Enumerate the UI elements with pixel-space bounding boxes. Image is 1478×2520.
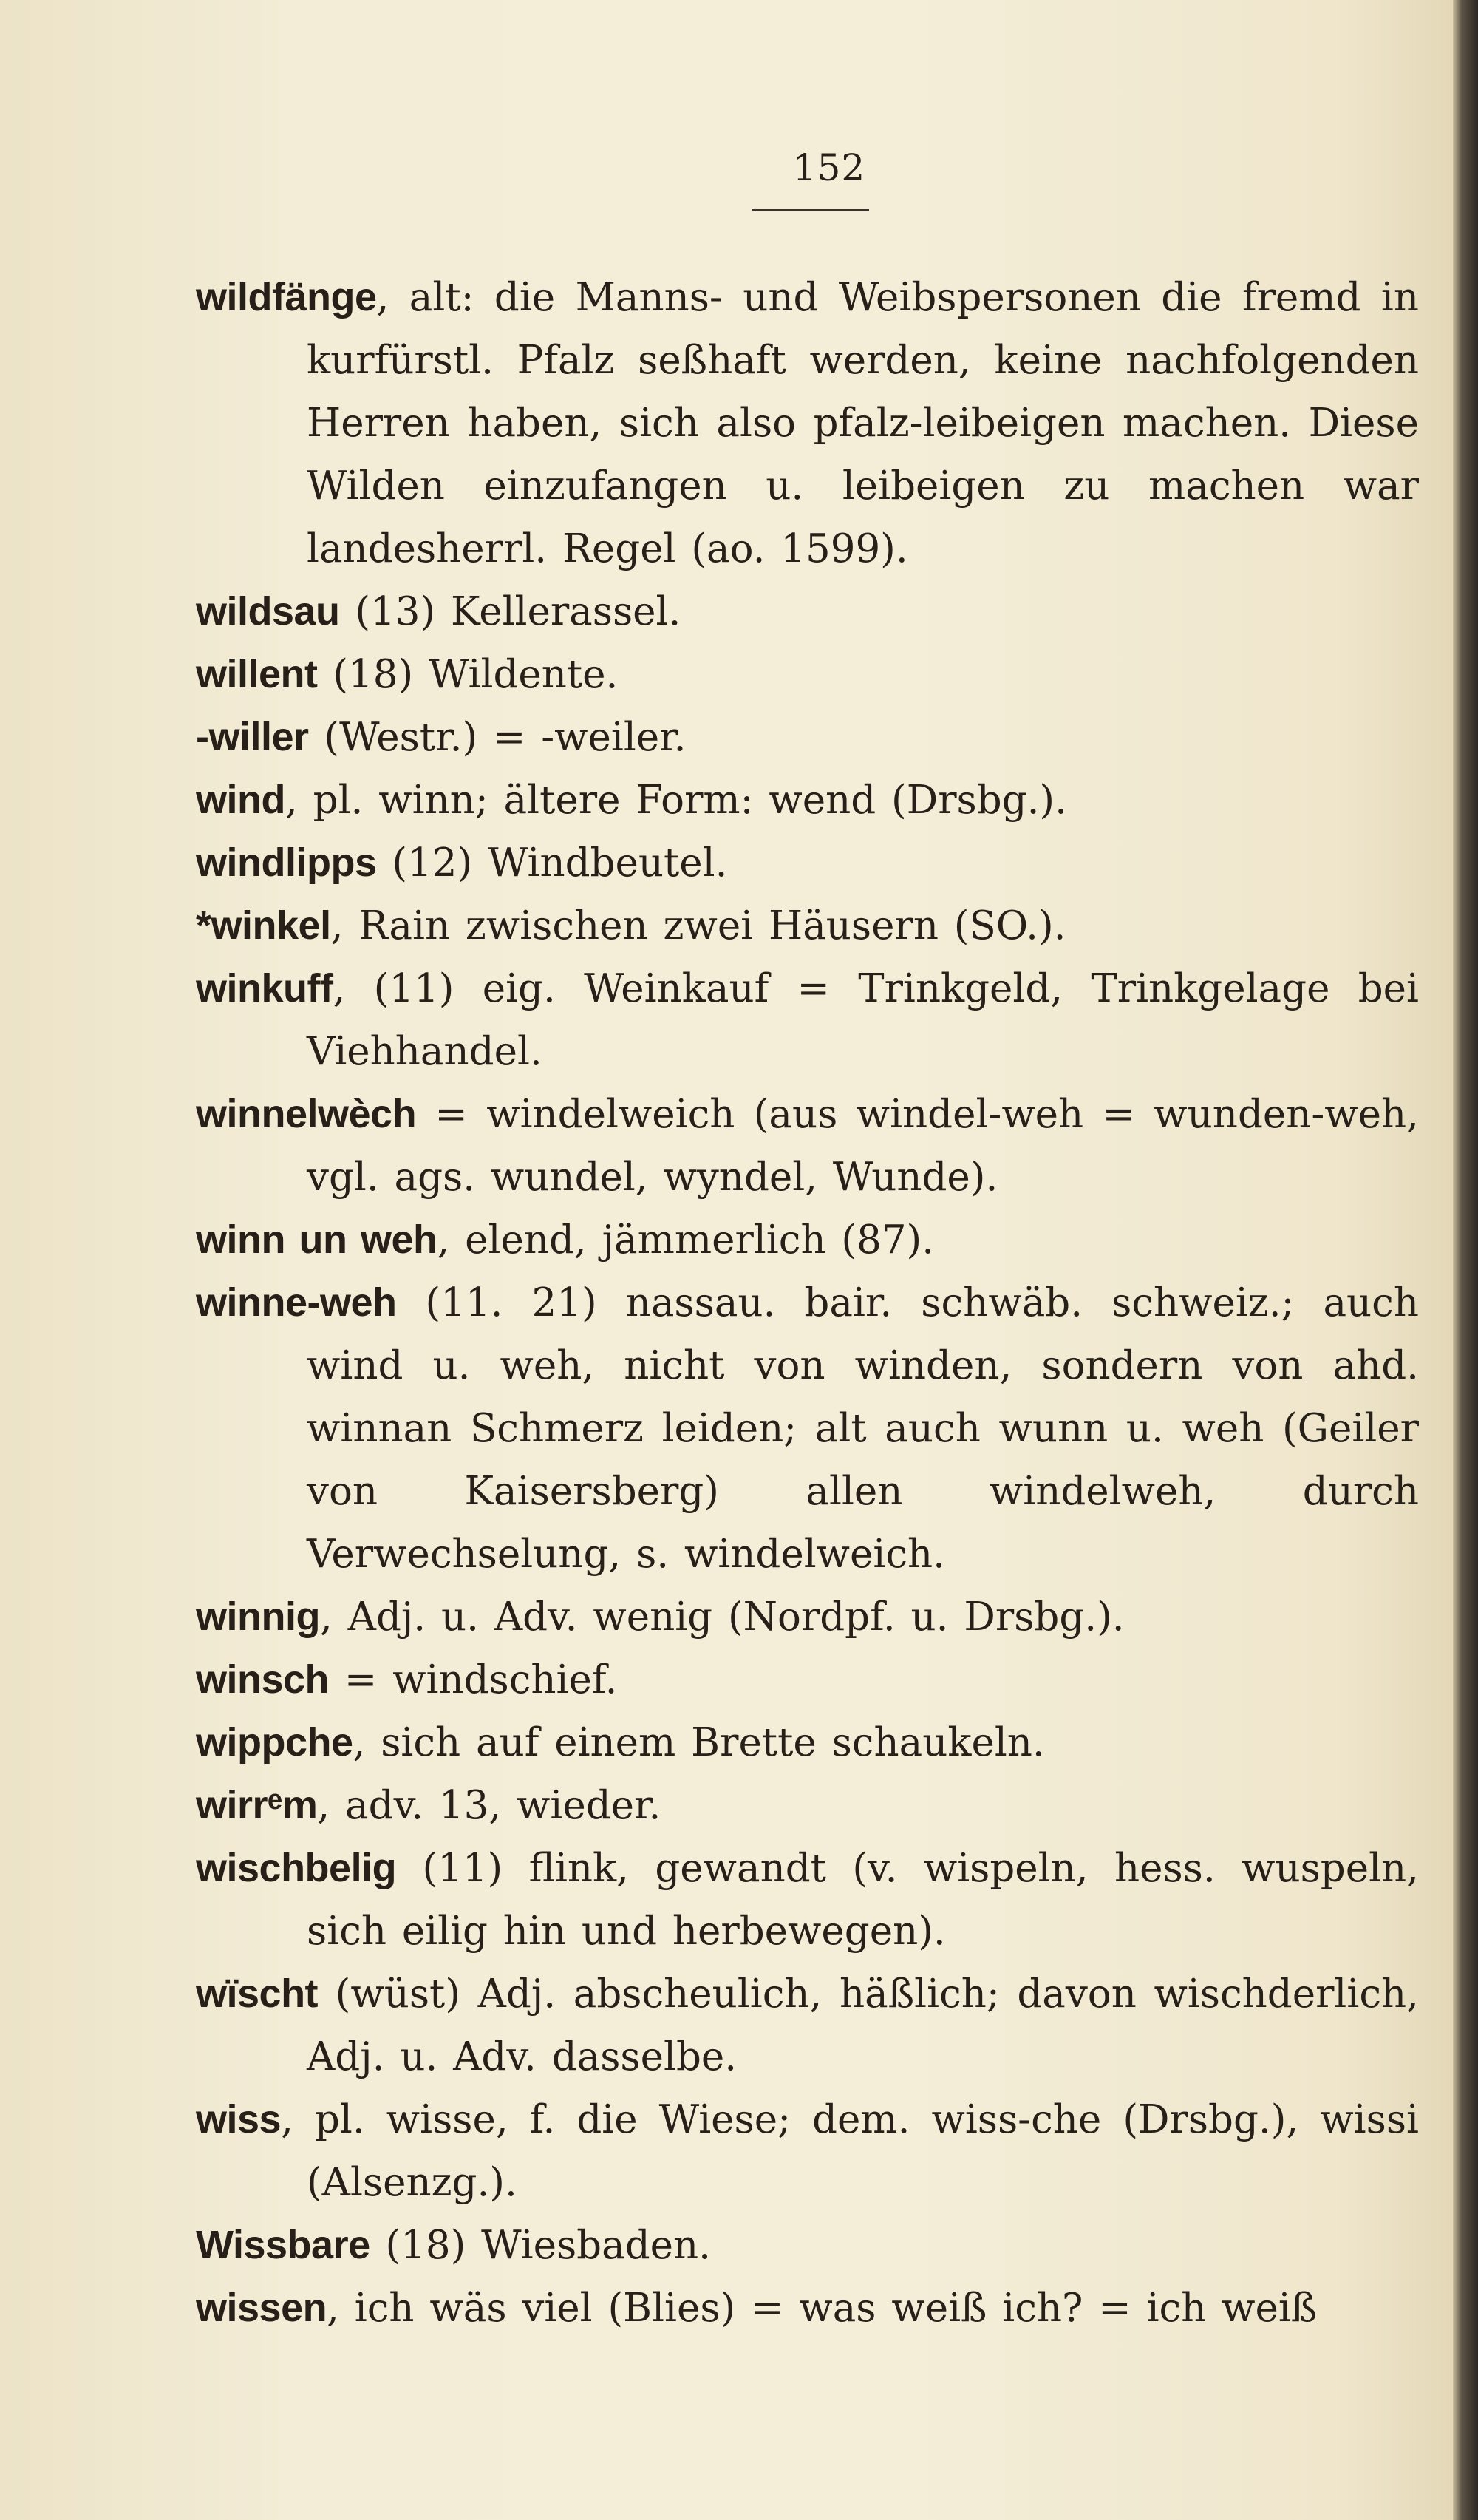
entry-willer (196, 706, 1419, 769)
entry-wildfaenge (196, 266, 1419, 580)
definition: (11) flink, gewandt (v. wispeln, hess. wuspeln, sich eilig hin und herbewegen). (307, 1846, 1419, 1954)
definition: , Rain zwischen zwei Häusern (SO.). (330, 903, 1066, 948)
headword: willent (196, 652, 318, 696)
headword: winsch (196, 1657, 330, 1702)
definition: (18) Wildente. (317, 652, 619, 697)
entry-winkel (196, 894, 1419, 957)
definition: , pl. winn; ältere Form: wend (Drsbg.). (285, 778, 1067, 823)
headword: wippche (196, 1720, 353, 1765)
headword: winnig (196, 1594, 320, 1639)
entry-winkuff (196, 957, 1419, 1083)
definition: , alt: die Manns- und Weibspersonen die fremd in kurfürstl. Pfalz seßhaft werden, keine nachfolgenden Herren haben, sich also pfalz-leibeigen machen. Diese Wilden einzufangen u. leibeigen zu machen war landesherrl. Regel (ao. 1599). (307, 275, 1419, 571)
headword: -willer (196, 715, 309, 759)
headword: wischbelig (196, 1846, 397, 1890)
entry-winn-un-weh (196, 1209, 1419, 1271)
definition: (13) Kellerassel. (339, 589, 681, 634)
entry-winne-weh (196, 1271, 1419, 1586)
entry-windlipps (196, 832, 1419, 894)
definition: (18) Wiesbaden. (370, 2223, 711, 2268)
definition: (12) Windbeutel. (376, 840, 728, 886)
headword: Wissbare (196, 2223, 370, 2267)
entry-wirrem (196, 1774, 1419, 1837)
page-number-rule (752, 209, 869, 211)
dictionary-entries (196, 266, 1419, 2340)
entry-wind (196, 769, 1419, 832)
headword: wirrᵉm (196, 1783, 318, 1827)
headword: winn un weh (196, 1217, 437, 1262)
entry-wippche (196, 1711, 1419, 1774)
definition: , elend, jämmerlich (87). (437, 1217, 935, 1263)
definition: = windschief. (329, 1657, 618, 1702)
headword: winkuff (196, 966, 333, 1011)
headword: winnelwèch (196, 1092, 417, 1136)
page-number: 152 (792, 146, 866, 189)
headword: wïscht (196, 1971, 319, 2016)
definition: , (11) eig. Weinkauf = Trinkgeld, Trinkgelage bei Viehhandel. (307, 966, 1419, 1074)
definition: , Adj. u. Adv. wenig (Nordpf. u. Drsbg.). (319, 1594, 1125, 1640)
definition: = windelweich (aus windel-weh = wunden-weh, vgl. ags. wundel, wyndel, Wunde). (307, 1092, 1419, 1200)
definition: , adv. 13, wieder. (317, 1783, 661, 1828)
headword: wissen (196, 2286, 327, 2330)
headword: wildfänge (196, 275, 377, 319)
entry-willent (196, 643, 1419, 706)
entry-winsch (196, 1648, 1419, 1711)
entry-wischt (196, 1963, 1419, 2088)
entry-wissen (196, 2277, 1419, 2340)
definition: (wüst) Adj. abscheulich, häßlich; davon wischderlich, Adj. u. Adv. dasselbe. (307, 1971, 1419, 2079)
definition: , pl. wisse, f. die Wiese; dem. wiss-che (Drsbg.), wissi (Alsenzg.). (281, 2097, 1419, 2205)
definition: (Westr.) = -weiler. (308, 715, 687, 760)
book-spine-shadow (1453, 0, 1478, 2520)
headword: wildsau (196, 589, 340, 634)
definition: (11. 21) nassau. bair. schwäb. schweiz.; auch wind u. weh, nicht von winden, sondern von ahd. winnan Schmerz leiden; alt auch wunn u. weh (Geiler von Kaisersberg) allen windelweh, durch Verwechselung, s. windelweich. (307, 1280, 1419, 1577)
entry-winnig (196, 1586, 1419, 1648)
headword: windlipps (196, 840, 377, 885)
headword: wiss (196, 2097, 282, 2142)
entry-wischbelig (196, 1837, 1419, 1963)
entry-winnelwech (196, 1083, 1419, 1209)
entry-wildsau (196, 580, 1419, 643)
definition: , sich auf einem Brette schaukeln. (353, 1720, 1045, 1765)
headword: *winkel (196, 903, 331, 948)
headword: wind (196, 778, 285, 822)
entry-wissbare (196, 2214, 1419, 2277)
entry-wiss (196, 2088, 1419, 2214)
definition: , ich wäs viel (Blies) = was weiß ich? = ich weiß (327, 2286, 1318, 2331)
headword: winne-weh (196, 1280, 397, 1325)
